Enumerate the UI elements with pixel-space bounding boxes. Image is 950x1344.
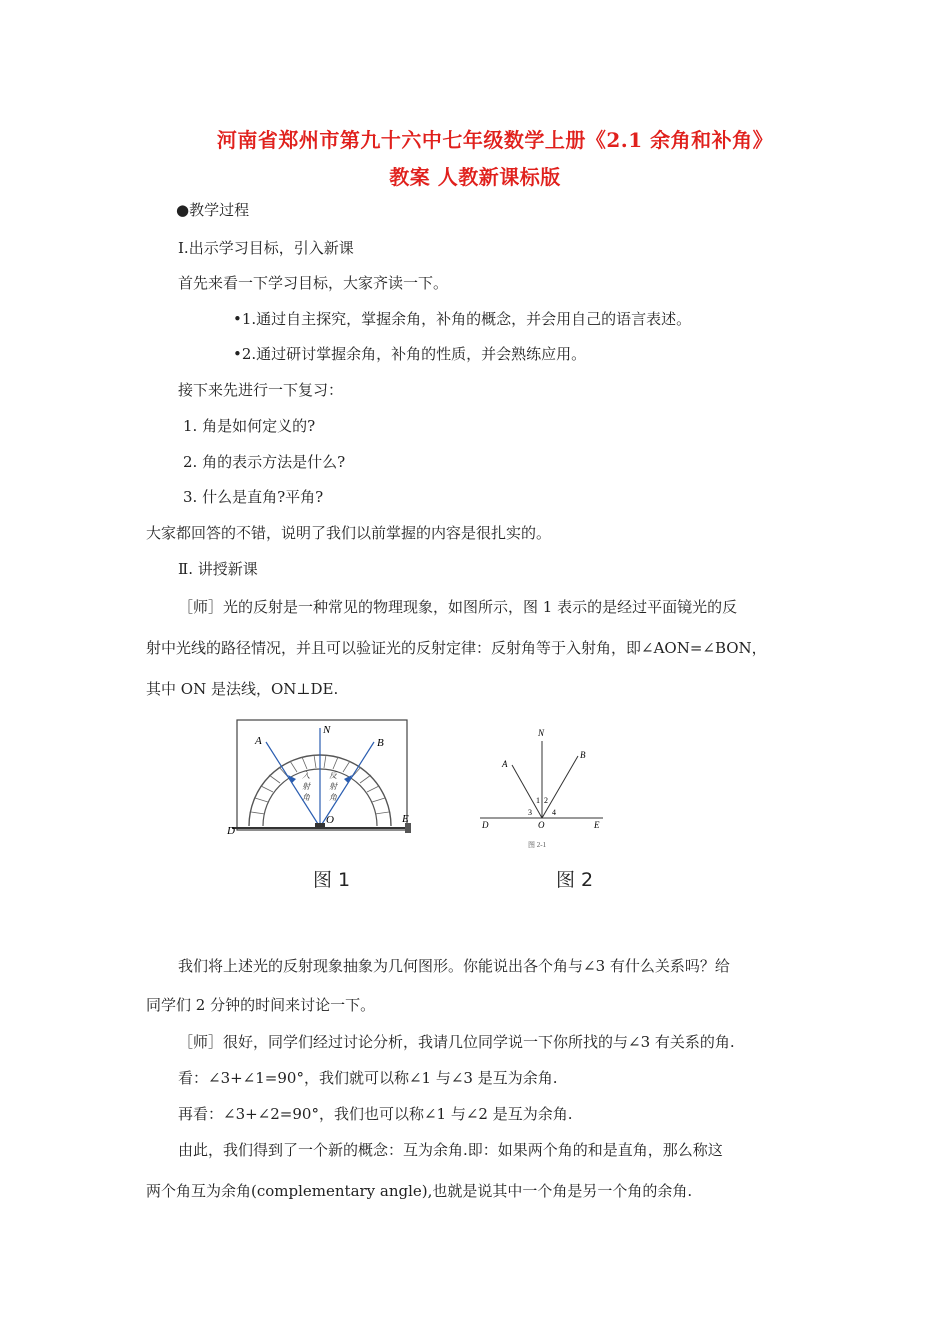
review-intro: 接下来先进行一下复习： <box>178 381 344 399</box>
figure-2-label-n: N <box>538 728 545 738</box>
figure-2-angle-3: 3 <box>528 808 532 817</box>
paragraph-line: 两个角互为余角(complementary angle),也就是说其中一个角是另一个角的余角. <box>146 1182 693 1200</box>
figure-2-label-e: E <box>594 820 600 830</box>
figure-1-incident-label: 入 <box>302 771 310 780</box>
figure-2-angle-4: 4 <box>552 808 556 817</box>
figure-1-reflect-label: 射 <box>329 782 337 791</box>
figure-1-reflect-label: 角 <box>329 793 337 802</box>
figure-2-reflection-diagram <box>478 723 608 853</box>
paragraph-line: 同学们 2 分钟的时间来讨论一下。 <box>146 996 376 1014</box>
figure-1-label-n: N <box>323 724 331 736</box>
paragraph-line: ［师］光的反射是一种常见的物理现象，如图所示，图 1 表示的是经过平面镜光的反 <box>178 598 738 616</box>
part2-heading: Ⅱ. 讲授新课 <box>178 560 258 578</box>
figure-2-sub-caption: 图 2-1 <box>528 841 547 849</box>
figure-2-angle-2: 2 <box>544 796 548 805</box>
figure-1-reflect-label: 反 <box>329 771 337 780</box>
figure-2-caption: 图 2 <box>556 869 594 891</box>
figure-1-caption: 图 1 <box>313 869 351 891</box>
review-question: 2. 角的表示方法是什么? <box>183 453 346 471</box>
paragraph-line: ［师］很好，同学们经过讨论分析，我请几位同学说一下你所找的与∠3 有关系的角. <box>178 1033 735 1051</box>
figure-1-label-o: O <box>326 814 334 826</box>
goal-item: •1.通过自主探究，掌握余角，补角的概念，并会用自己的语言表述。 <box>233 310 692 328</box>
goal-item: •2.通过研讨掌握余角，补角的性质，并会熟练应用。 <box>233 345 587 363</box>
figure-1-incident-label: 角 <box>302 793 310 802</box>
figure-1-label-e: E <box>402 813 409 825</box>
section-heading-teaching-process: ●教学过程 <box>176 201 250 219</box>
review-question: 3. 什么是直角?平角? <box>183 488 324 506</box>
review-question: 1. 角是如何定义的? <box>183 417 316 435</box>
paragraph-line: 看：∠3+∠1=90°，我们就可以称∠1 与∠3 是互为余角. <box>178 1069 558 1087</box>
figure-1-label-b: B <box>377 737 384 749</box>
paragraph-line: 射中光线的路径情况，并且可以验证光的反射定律：反射角等于入射角，即∠AON=∠BON， <box>146 639 767 657</box>
paragraph-line: 由此，我们得到了一个新的概念：互为余角.即：如果两个角的和是直角，那么称这 <box>178 1141 723 1159</box>
figure-2-label-a: A <box>502 759 508 769</box>
figure-2-angle-1: 1 <box>536 796 540 805</box>
figure-1-label-a: A <box>255 735 262 747</box>
paragraph-line: 再看：∠3+∠2=90°，我们也可以称∠1 与∠2 是互为余角. <box>178 1105 573 1123</box>
figure-2-label-d: D <box>482 820 489 830</box>
review-summary: 大家都回答的不错，说明了我们以前掌握的内容是很扎实的。 <box>146 524 552 542</box>
figure-2-label-b: B <box>580 750 586 760</box>
paragraph-line: 我们将上述光的反射现象抽象为几何图形。你能说出各个角与∠3 有什么关系吗？给 <box>178 957 730 975</box>
document-title-line-1: 河南省郑州市第九十六中七年级数学上册《2.1 余角和补角》 <box>216 128 774 152</box>
part1-intro: 首先来看一下学习目标，大家齐读一下。 <box>178 274 449 292</box>
figure-1-reflection-apparatus <box>222 716 417 836</box>
document-title-line-2: 教案 人教新课标版 <box>389 165 561 189</box>
paragraph-line: 其中 ON 是法线，ON⊥DE. <box>146 680 339 698</box>
figure-1-incident-label: 射 <box>302 782 310 791</box>
figure-2-label-o: O <box>538 820 545 830</box>
figure-1-label-d: D <box>227 825 235 836</box>
part1-heading: Ⅰ.出示学习目标，引入新课 <box>178 239 354 257</box>
